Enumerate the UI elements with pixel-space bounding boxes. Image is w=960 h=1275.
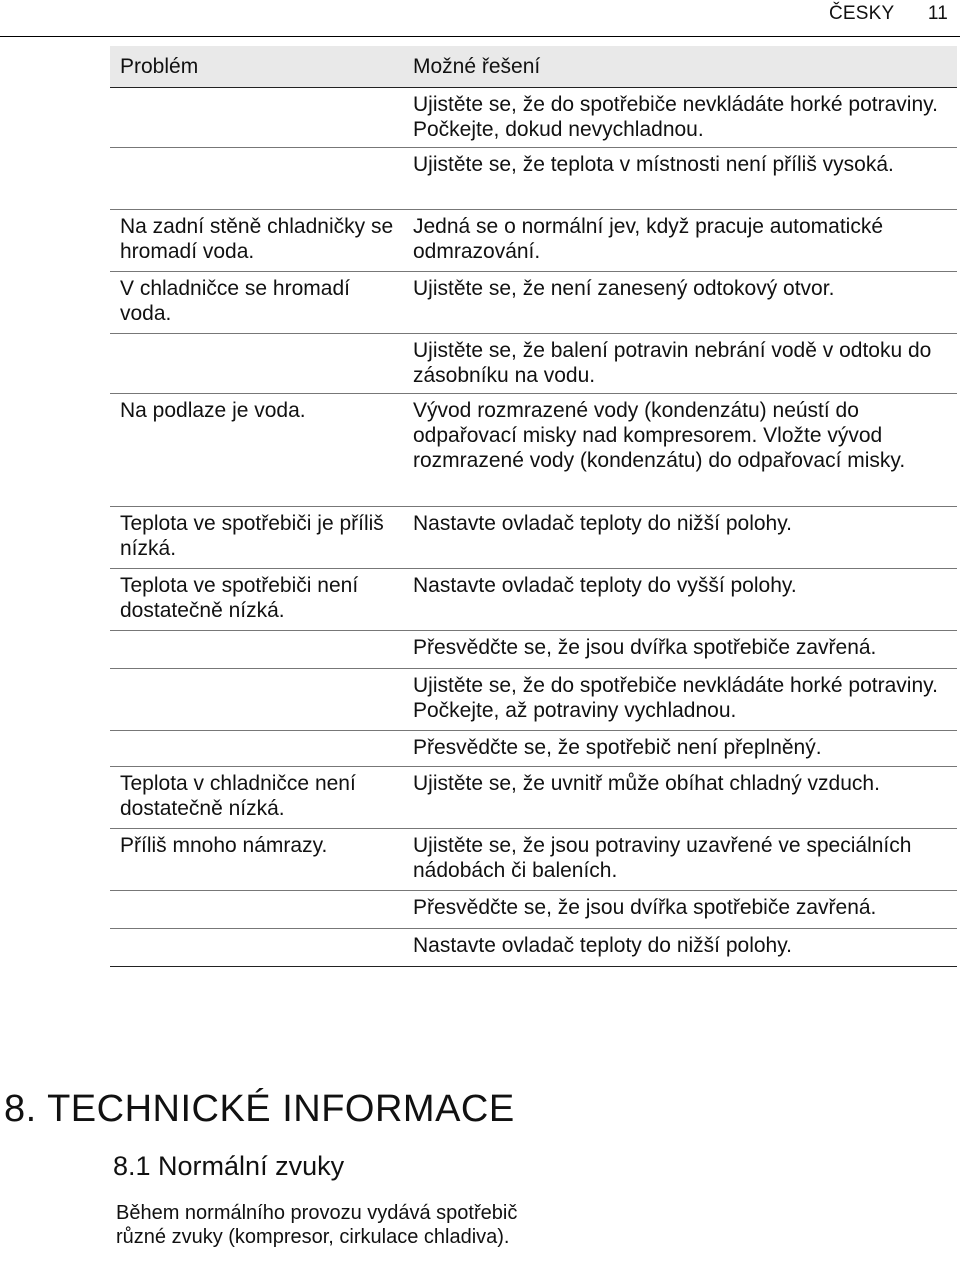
problem-cell: Teplota ve spotřebiči není dostatečně nízká. xyxy=(110,569,403,631)
column-header-solution: Možné řešení xyxy=(403,46,957,88)
column-header-problem: Problém xyxy=(110,46,403,88)
table-row xyxy=(110,929,957,967)
table-row xyxy=(110,507,957,569)
table-row xyxy=(110,88,957,148)
table-header-row xyxy=(110,46,957,88)
table-row xyxy=(110,669,957,731)
solution-cell: Vývod rozmrazené vody (kondenzátu) neústí do odpařovací misky nad kompresorem. Vložte vývod rozmrazené vody (kondenzátu) do odpařovací misky. xyxy=(403,394,957,507)
table-row xyxy=(110,731,957,767)
problem-cell xyxy=(110,631,403,669)
header-rule xyxy=(0,36,960,37)
problem-cell: Na podlaze je voda. xyxy=(110,394,403,507)
problem-cell: Na zadní stěně chladničky se hromadí voda. xyxy=(110,210,403,272)
subsection-title: 8.1 Normální zvuky xyxy=(113,1151,345,1181)
solution-cell: Ujistěte se, že do spotřebiče nevkládáte horké potraviny. Počkejte, až potraviny vychladnou. xyxy=(403,669,957,731)
table-row xyxy=(110,148,957,210)
solution-cell: Ujistěte se, že uvnitř může obíhat chladný vzduch. xyxy=(403,767,957,829)
table-row xyxy=(110,272,957,334)
problem-cell xyxy=(110,891,403,929)
solution-cell: Přesvědčte se, že jsou dvířka spotřebiče zavřená. xyxy=(403,891,957,929)
problem-cell xyxy=(110,88,403,148)
table-row xyxy=(110,210,957,272)
solution-cell: Nastavte ovladač teploty do nižší polohy. xyxy=(403,929,957,967)
problem-cell xyxy=(110,334,403,394)
table-row xyxy=(110,767,957,829)
solution-cell: Přesvědčte se, že jsou dvířka spotřebiče zavřená. xyxy=(403,631,957,669)
problem-cell xyxy=(110,929,403,967)
language-label: ČESKY xyxy=(828,3,895,24)
problem-cell xyxy=(110,148,403,210)
problem-cell xyxy=(110,669,403,731)
table-row xyxy=(110,829,957,891)
solution-cell: Nastavte ovladač teploty do vyšší polohy. xyxy=(403,569,957,631)
solution-cell: Nastavte ovladač teploty do nižší polohy. xyxy=(403,507,957,569)
table-row xyxy=(110,334,957,394)
solution-cell: Jedná se o normální jev, když pracuje automatické odmrazování. xyxy=(403,210,957,272)
solution-cell: Ujistěte se, že teplota v místnosti není příliš vysoká. xyxy=(403,148,957,210)
troubleshooting-table xyxy=(110,46,957,967)
solution-cell: Ujistěte se, že není zanesený odtokový otvor. xyxy=(403,272,957,334)
section-body-text: Během normálního provozu vydává spotřebič různé zvuky (kompresor, cirkulace chladiva). xyxy=(116,1202,518,1248)
solution-cell: Přesvědčte se, že spotřebič není přeplněný. xyxy=(403,731,957,767)
problem-cell: V chladničce se hromadí voda. xyxy=(110,272,403,334)
problem-cell: Teplota v chladničce není dostatečně nízká. xyxy=(110,767,403,829)
problem-cell: Teplota ve spotřebiči je příliš nízká. xyxy=(110,507,403,569)
solution-cell: Ujistěte se, že do spotřebiče nevkládáte horké potraviny. Počkejte, dokud nevychladnou. xyxy=(403,88,957,148)
problem-cell: Příliš mnoho námrazy. xyxy=(110,829,403,891)
solution-cell: Ujistěte se, že jsou potraviny uzavřené ve speciálních nádobách či baleních. xyxy=(403,829,957,891)
page-header xyxy=(829,3,948,25)
table-row xyxy=(110,891,957,929)
section-title: 8. TECHNICKÉ INFORMACE xyxy=(4,1088,515,1130)
problem-cell xyxy=(110,731,403,767)
table-row xyxy=(110,631,957,669)
table-row xyxy=(110,394,957,507)
table-row xyxy=(110,569,957,631)
page-number: 11 xyxy=(927,3,948,24)
solution-cell: Ujistěte se, že balení potravin nebrání vodě v odtoku do zásobníku na vodu. xyxy=(403,334,957,394)
